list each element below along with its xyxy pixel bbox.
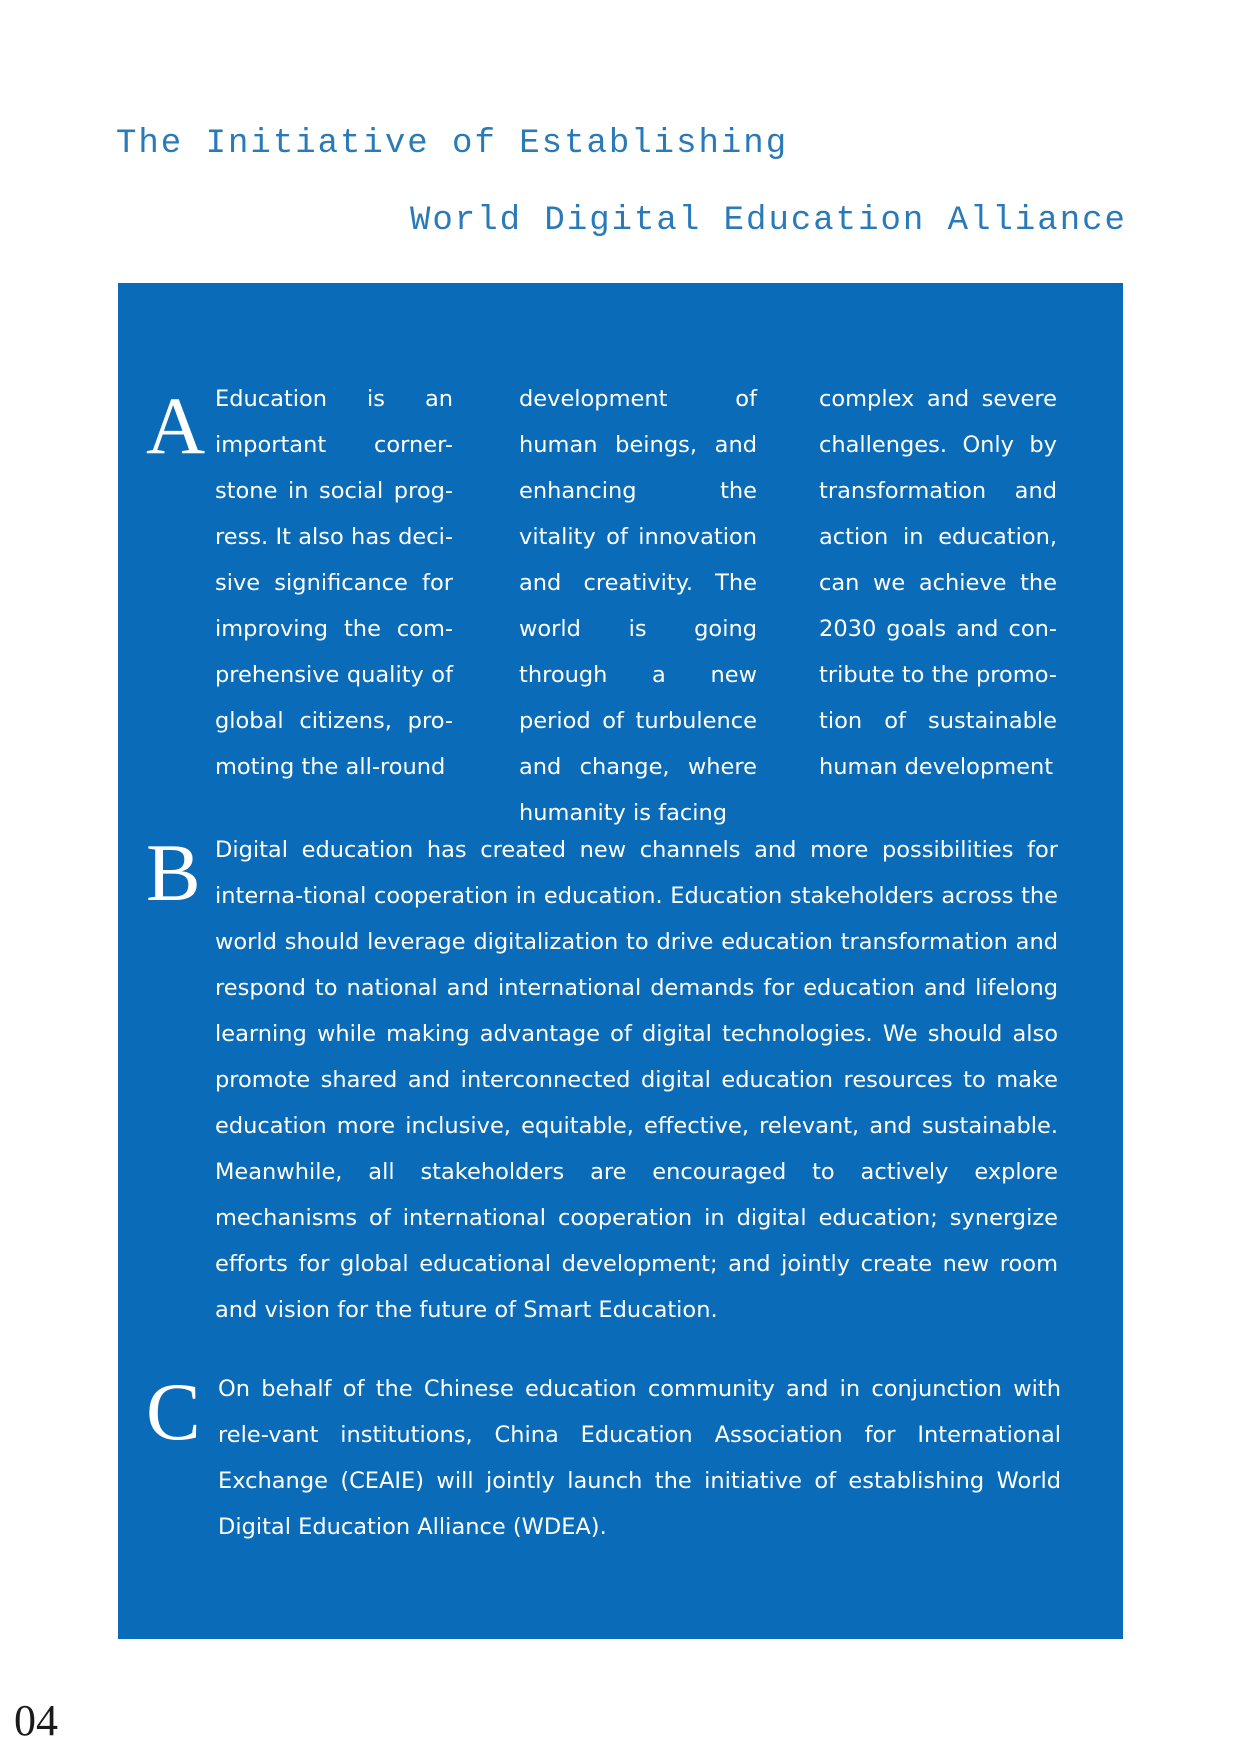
section-a-column-3: complex and severe challenges. Only by transformation and action in education, can we achieve the 2030 goals and con-tribute to the promo-tion of sustainable human development <box>819 386 1057 780</box>
page-title-line-1: The Initiative of Establishing <box>116 125 789 163</box>
content-panel <box>118 283 1123 1639</box>
section-c-letter: C <box>146 1366 201 1457</box>
section-c-paragraph: On behalf of the Chinese education community and in conjunction with rele-vant institutions, China Education Association for International Exchange (CEAIE) will jointly launch the initiative of establishing World Digital Education Alliance (WDEA). <box>218 1376 1061 1540</box>
page-number: 04 <box>14 1696 58 1745</box>
section-a-letter: A <box>146 380 206 471</box>
page-title-line-2: World Digital Education Alliance <box>410 202 1127 240</box>
section-a-column-2: development of human beings, and enhancing the vitality of innovation and creativity. The world is going through a new period of turbulence and change, where humanity is facing <box>519 386 757 826</box>
section-b-paragraph: Digital education has created new channels and more possibilities for interna-tional cooperation in education. Education stakeholders across the world should leverage digitalization to drive education transformation and respond to national and international demands for education and lifelong learning while making advantage of digital technologies. We should also promote shared and interconnected digital education resources to make education more inclusive, equitable, effective, relevant, and sustainable. Meanwhile, all stakeholders are encouraged to actively explore mechanisms of international cooperation in digital education; synergize efforts for global educational development; and jointly create new room and vision for the future of Smart Education. <box>215 837 1058 1323</box>
section-a-column-1: Education is an important corner-stone in social prog-ress. It also has deci-sive significance for improving the com-prehensive quality of global citizens, pro-moting the all-round <box>215 386 453 780</box>
section-b-letter: B <box>146 827 201 918</box>
